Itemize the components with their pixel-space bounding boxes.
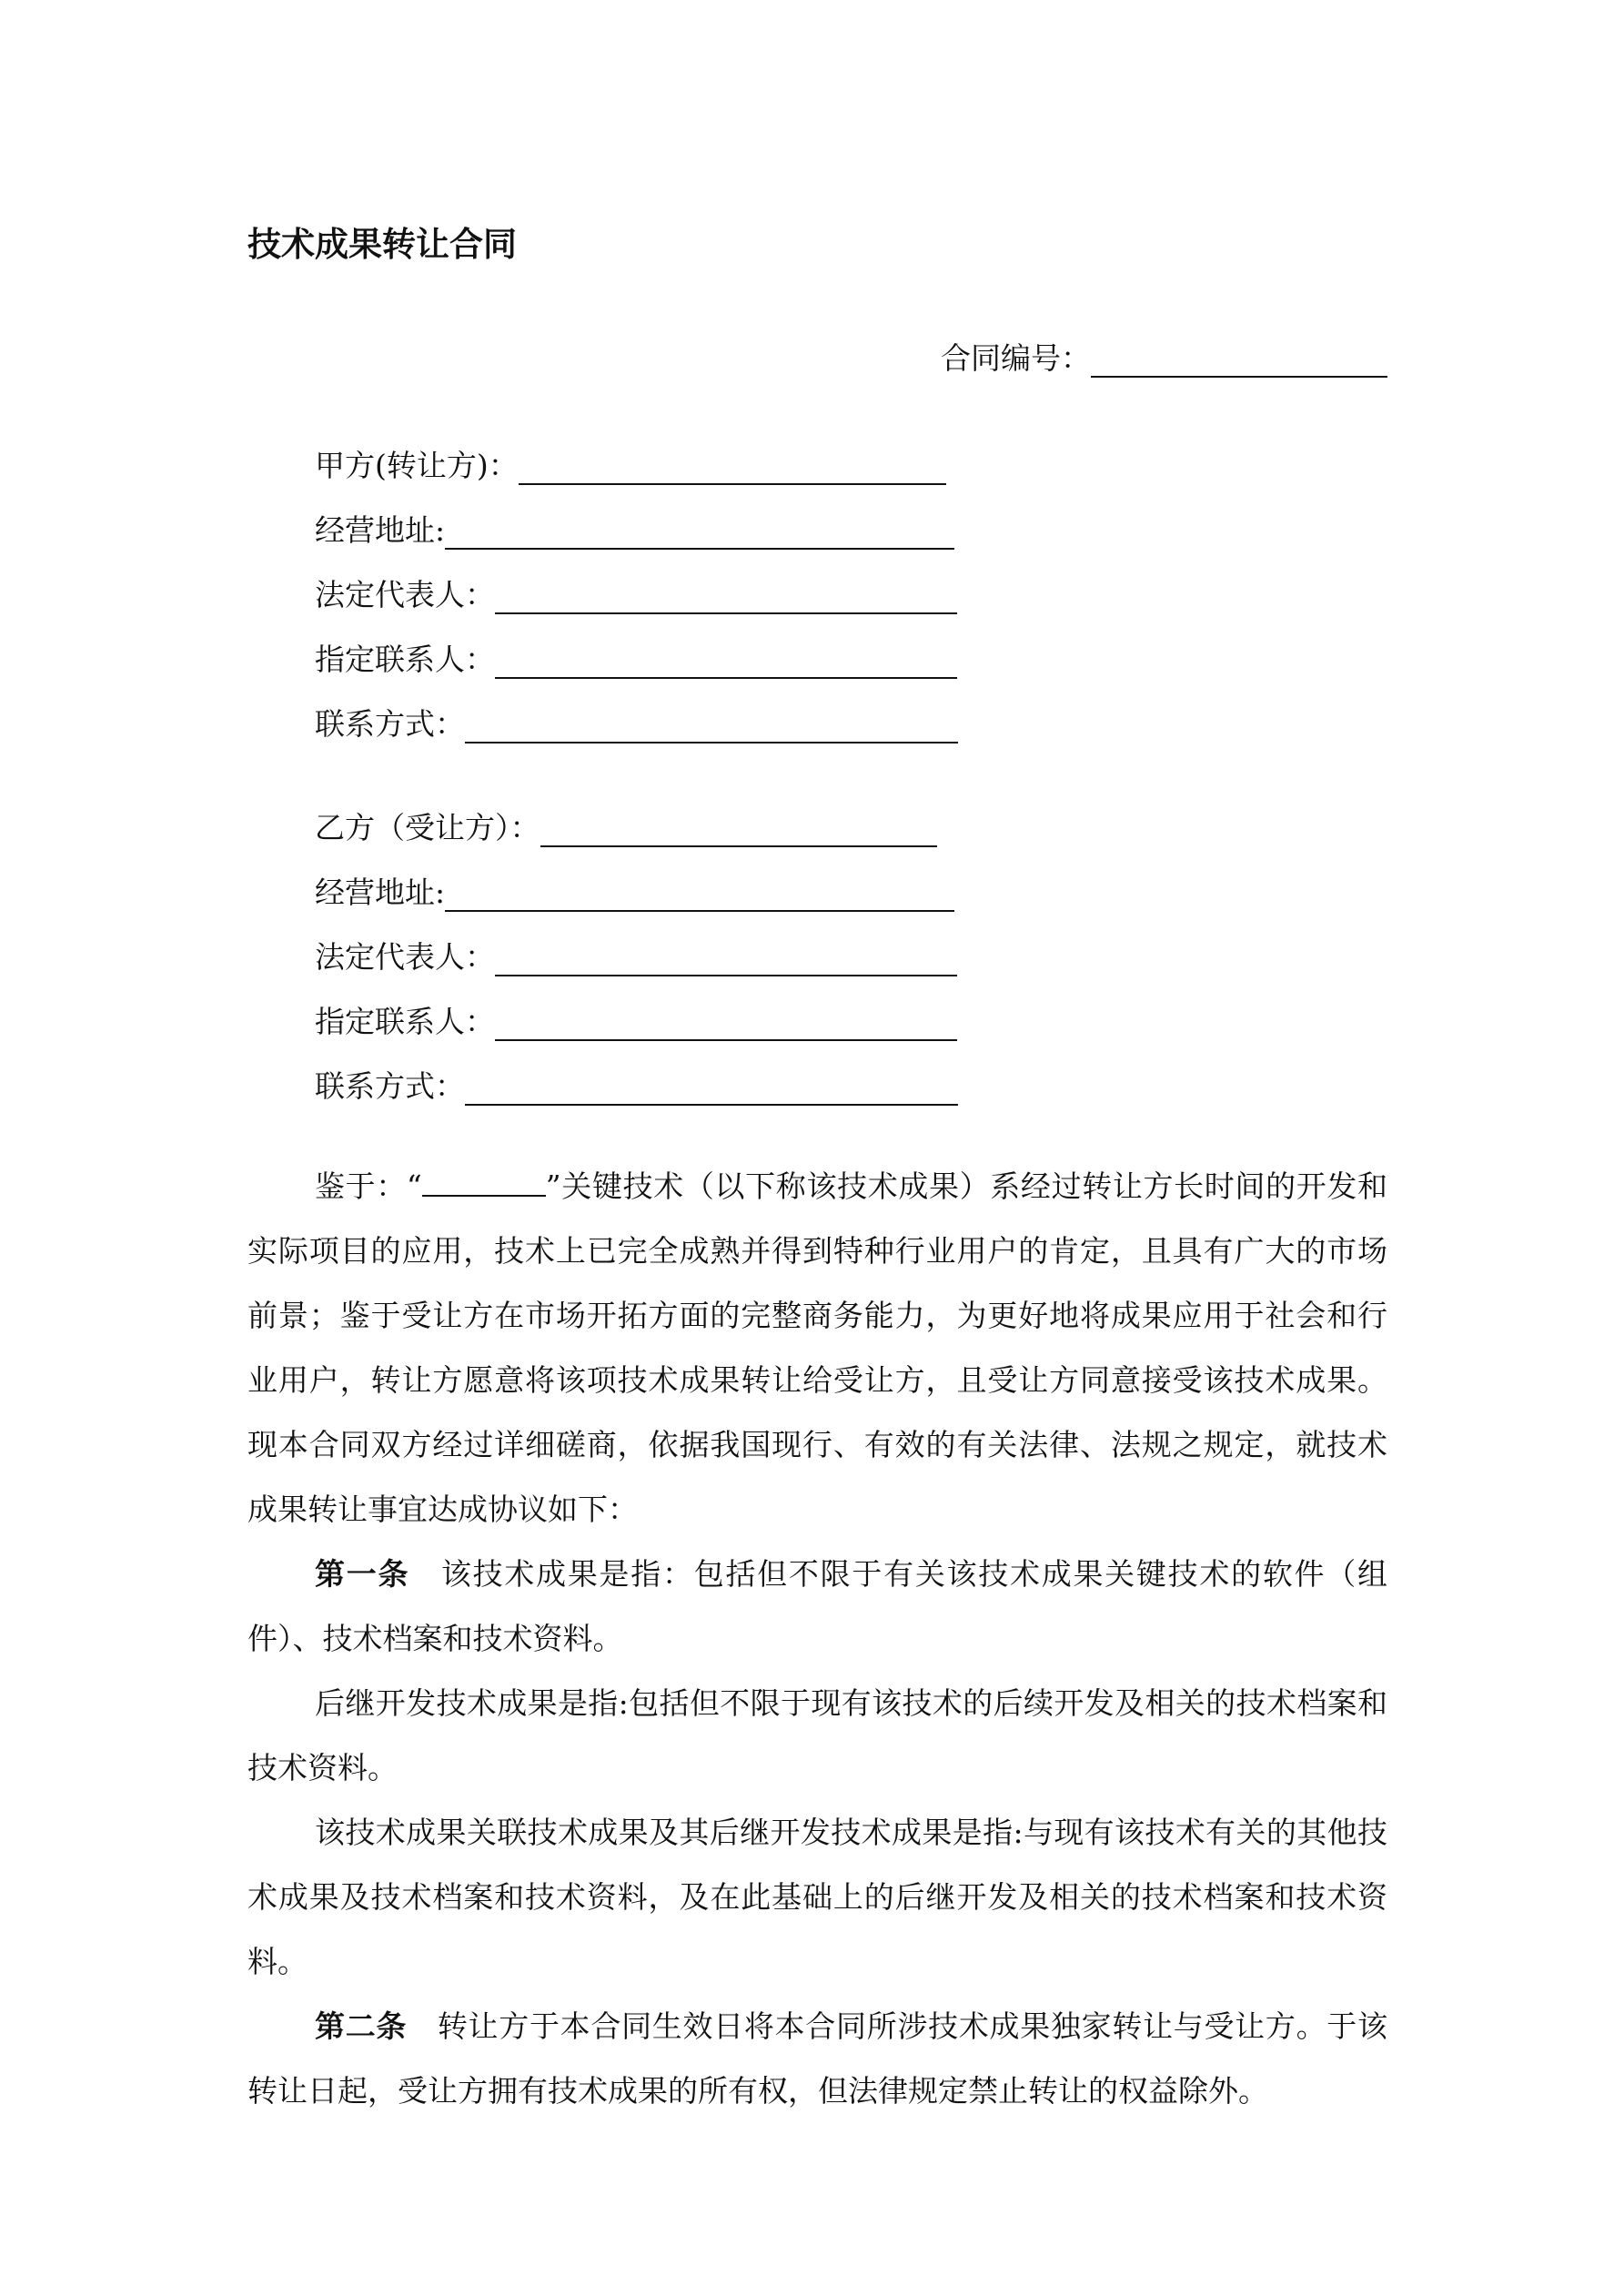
technology-name-blank[interactable]: [422, 1169, 546, 1197]
party-a-contact-label: 指定联系人：: [315, 642, 495, 677]
document-title: 技术成果转让合同: [247, 224, 517, 264]
party-b-contact-method-blank[interactable]: [465, 1075, 958, 1106]
party-b-name-label: 乙方（受让方）：: [315, 810, 540, 845]
party-a-address-label: 经营地址:: [315, 512, 446, 548]
preamble-text: ”关键技术（以下称该技术成果）系经过转让方长时间的开发和实际项目的应用，技术上已完全成熟并得到特种行业用户的肯定，且具有广大的市场前景；鉴于受让方在市场开拓方面的完整商务能力，为更好地将成果应用于社会和行业用户，转让方愿意将该项技术成果转让给受让方，且受让方同意接受该技术成果。现本合同双方经过详细磋商，依据我国现行、有效的有关法律、法规之规定，就技术成果转让事宜达成协议如下：: [247, 1168, 1387, 1527]
party-b-contact-method-line: [315, 1063, 958, 1106]
related-paragraph: 该技术成果关联技术成果及其后继开发技术成果是指:与现有该技术有关的其他技术成果及技术档案和技术资料，及在此基础上的后继开发及相关的技术档案和技术资料。: [247, 1815, 1387, 1979]
party-b-name-blank[interactable]: [540, 816, 937, 847]
party-a-address-blank[interactable]: [445, 519, 954, 550]
party-a-address-line: [315, 507, 954, 550]
party-b-legal-rep-line: [315, 934, 957, 976]
party-a-legal-rep-label: 法定代表人：: [315, 577, 495, 612]
article-2-text: 转让方于本合同生效日将本合同所涉技术成果独家转让与受让方。于该转让日起，受让方拥有技术成果的所有权，但法律规定禁止转让的权益除外。: [247, 2008, 1388, 2109]
preamble-prefix: 鉴于：“: [315, 1168, 422, 1204]
contract-number-label: 合同编号：: [941, 340, 1091, 376]
party-b-address-blank[interactable]: [445, 881, 954, 912]
party-a-legal-rep-line: [315, 571, 957, 614]
party-a-name-blank[interactable]: [519, 454, 946, 485]
party-b-name-line: [315, 804, 937, 847]
contract-body: [247, 1154, 1387, 2123]
party-b-legal-rep-label: 法定代表人：: [315, 939, 495, 975]
party-a-contact-line: [315, 636, 957, 679]
party-b-contact-line: [315, 998, 957, 1041]
party-b-contact-method-label: 联系方式：: [315, 1068, 465, 1104]
party-b-address-label: 经营地址:: [315, 875, 446, 910]
article-2-paragraph: [247, 1994, 1387, 2123]
contract-number-line: [941, 335, 1387, 378]
contract-number-blank[interactable]: [1091, 347, 1387, 378]
party-a-contact-method-blank[interactable]: [465, 713, 958, 743]
party-b-contact-label: 指定联系人：: [315, 1004, 495, 1039]
party-a-legal-rep-blank[interactable]: [495, 583, 957, 614]
article-1-paragraph: [247, 1542, 1387, 1671]
article-1-label: 第一条: [315, 1556, 410, 1592]
party-b-address-line: [315, 869, 954, 912]
article-2-label: 第二条: [315, 2008, 408, 2044]
article-1-text: 该技术成果是指：包括但不限于有关该技术成果关键技术的软件（组件）、技术档案和技术资料。: [247, 1556, 1388, 1656]
followup-paragraph: 后继开发技术成果是指:包括但不限于现有该技术的后续开发及相关的技术档案和技术资料。: [247, 1685, 1387, 1785]
party-a-contact-method-label: 联系方式：: [315, 706, 465, 742]
party-a-name-line: [315, 442, 946, 485]
party-a-contact-blank[interactable]: [495, 648, 957, 679]
preamble-paragraph: [247, 1154, 1387, 1542]
party-b-legal-rep-blank[interactable]: [495, 946, 957, 976]
party-b-contact-blank[interactable]: [495, 1010, 957, 1041]
party-a-name-label: 甲方(转让方)：: [315, 448, 519, 483]
party-a-contact-method-line: [315, 701, 958, 743]
